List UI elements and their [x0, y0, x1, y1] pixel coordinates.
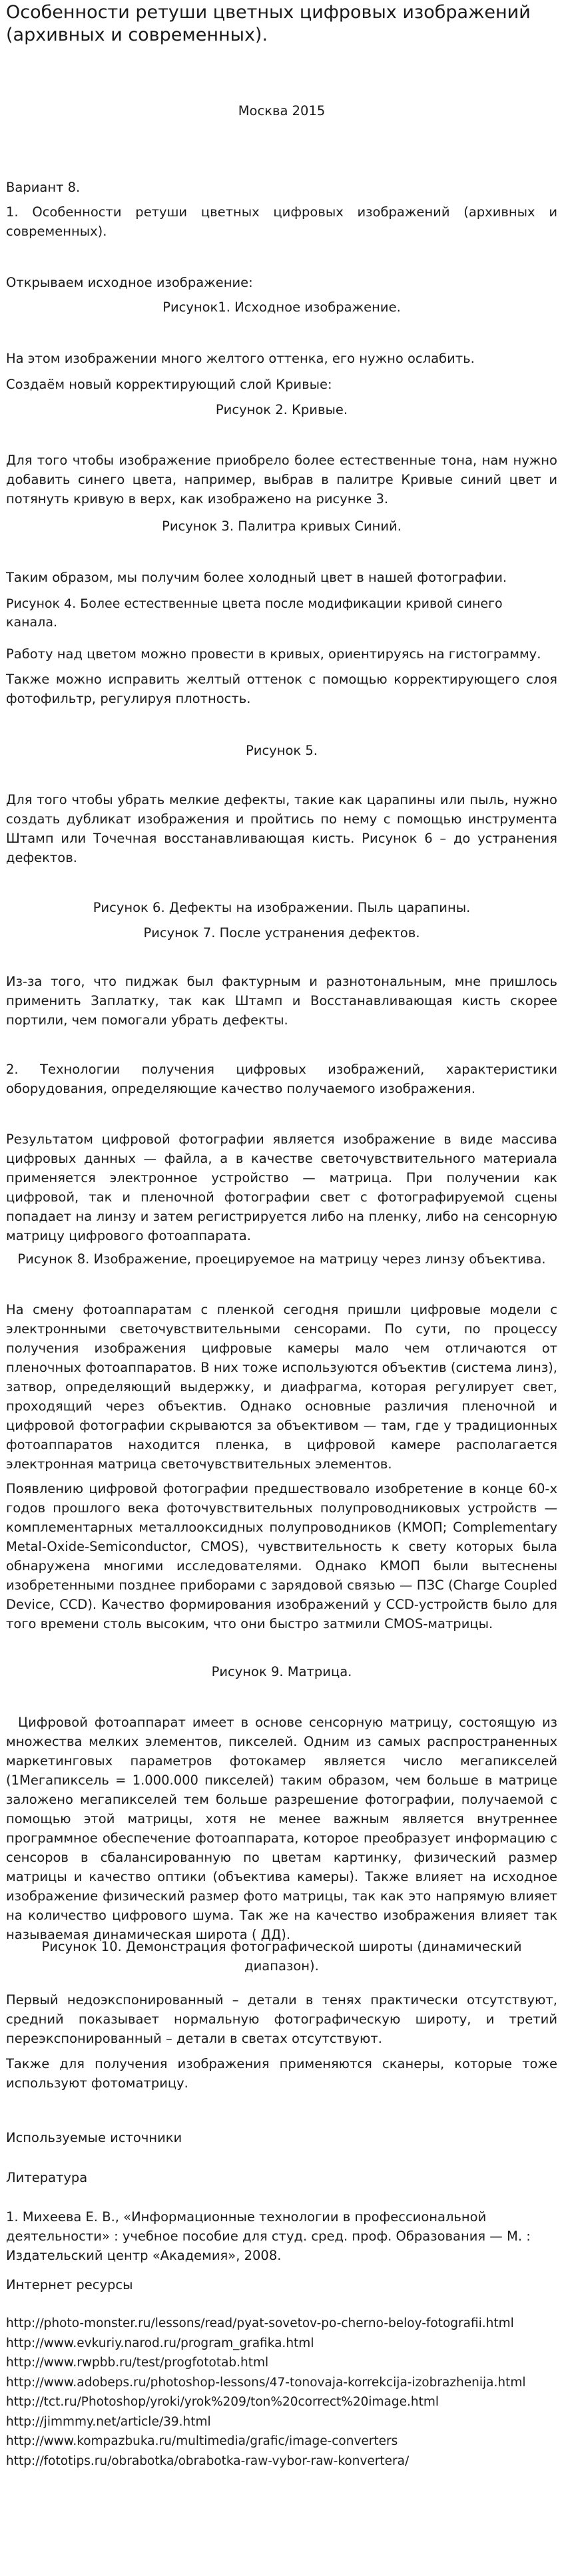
source-link[interactable]: http://www.rwpbb.ru/test/progfototab.html	[6, 2356, 269, 2370]
paragraph-curves-layer: Создаём новый корректирующий слой Кривые:	[6, 377, 332, 392]
figure-3-caption: Рисунок 3. Палитра кривых Синий.	[162, 519, 402, 534]
paragraph-sensor-matrix: Цифровой фотоаппарат имеет в основе сенсорную матрицу, состоящую из множества мелких элементов, пикселей. Одним из самых распространенных маркетинговых параметров фотокамер является число мегапикселей (1Мегапиксель = 1.000.000 пикселей) таким образом, чем больше в матрице заложено мегапикселей тем больше разрешение фотографии, получаемой с помощью этой матрицы, хотя не менее важным является внутреннее программное обеспечение фотоаппарата, которое преобразует информацию с сенсоров в сбалансированную по цветам картинку, физический размер матрицы и качество оптики (объектива камеры). Также влияет на исходное изображение физический размер фото матрицы, так как это напрямую влияет на количество цифрового шума. Так же на качество изображения влияет так называемая динамическая широта ( ДД).	[6, 1715, 557, 1942]
figure-2-caption: Рисунок 2. Кривые.	[215, 402, 348, 417]
paragraph-small-defects: Для того чтобы убрать мелкие дефекты, такие как царапины или пыль, нужно создать дубликат изображения и пройтись по нему с помощью инструмента Штамп или Точечная восстанавливающая кисть. Рисунок 6 – до устранения дефектов.	[6, 792, 557, 865]
variant-label: Вариант 8.	[6, 180, 81, 195]
figure-10-caption: Рисунок 10. Демонстрация фотографической широты (динамический диапазон).	[41, 1939, 522, 1974]
source-link[interactable]: http://fototips.ru/obrabotka/obrabotka-raw-vybor-raw-konvertera/	[6, 2454, 410, 2468]
figure-9-caption: Рисунок 9. Матрица.	[211, 1664, 352, 1679]
paragraph-film-replacement: На смену фотоаппаратам с пленкой сегодня пришли цифровые модели с электронными светочувствительными сенсорами. По сути, по процессу получения изображения цифровые камеры мало чем отличаются от пленочных фотоаппаратов. В них тоже используются объектив (система линз), затвор, определяющий выдержку, и диафрагма, которая регулирует свет, проходящий через объектив. Однако основные различия пленочной и цифровой фотографии скрываются за объективом — там, где у традиционных фотоаппаратов находится пленка, в цифровой камере располагается электронная матрица светочувствительных элементов.	[6, 1302, 557, 1472]
paragraph-exposure-levels: Первый недоэкспонированный – детали в тенях практически отсутствуют, средний показывает нормальную фотографическую широту, и третий переэкспонированный – детали в светах отсутствуют.	[6, 1992, 557, 2046]
paragraph-photo-filter: Также можно исправить желтый оттенок с помощью корректирующего слоя фотофильтр, регулируя плотность.	[6, 672, 557, 706]
source-link[interactable]: http://jimmmy.net/article/39.html	[6, 2414, 211, 2429]
figure-6-caption: Рисунок 6. Дефекты на изображении. Пыль царапины.	[93, 900, 471, 915]
source-link[interactable]: http://photo-monster.ru/lessons/read/pyat-sovetov-po-cherno-beloy-fotografii.html	[6, 2316, 514, 2330]
literature-heading: Литература	[6, 2170, 88, 2185]
figure-5-caption: Рисунок 5.	[246, 743, 318, 758]
paragraph-cmos-ccd-history: Появлению цифровой фотографии предшествовало изобретение в конце 60-х годов прошлого века фоточувствительных полупроводниковых устройств — комплементарных металлооксидных полупроводников (КМОП; Complementary Metal-Oxide-Semiconductor, CMOS), чувствительность к свету которых была обнаружена многими исследователями. Однако КМОП были вытеснены изобретенными позднее приборами с зарядовой связью — ПЗС (Charge Coupled Device, CCD). Качество формирования изображений у CCD-устройств было для того времени столь высоким, что они быстро затмили CMOS-матрицы.	[6, 1481, 557, 1631]
paragraph-histogram: Работу над цветом можно провести в кривых, ориентируясь на гистограмму.	[6, 646, 541, 662]
city-year: Москва 2015	[238, 103, 326, 118]
literature-item: 1. Михеева Е. В., «Информационные технологии в профессиональной деятельности» : учебное пособие для студ. сред. проф. Образования — М. : Издательский центр «Академия», 2008.	[6, 2209, 531, 2263]
figure-4-caption: Рисунок 4. Более естественные цвета после модификации кривой синего канала.	[6, 596, 503, 630]
section-1-heading: 1. Особенности ретуши цветных цифровых изображений (архивных и современных).	[6, 204, 557, 239]
section-2-heading: 2. Технологии получения цифровых изображений, характеристики оборудования, определяющие качество получаемого изображения.	[6, 1062, 557, 1096]
source-link[interactable]: http://www.kompazbuka.ru/multimedia/grafic/image-converters	[6, 2434, 398, 2448]
paragraph-digital-result: Результатом цифровой фотографии является изображение в виде массива цифровых данных — файла, а в качестве светочувствительного материала применяется электронное устройство — матрица. При получении как цифровой, так и пленочной фотографии свет с фотографируемой сцены попадает на линзу и затем регистрируется либо на пленку, либо на сенсорную матрицу цифрового фотоаппарата.	[6, 1132, 557, 1243]
paragraph-natural-tones: Для того чтобы изображение приобрело более естественные тона, нам нужно добавить синего цвета, например, выбрав в палитре Кривые синий цвет и потянуть кривую в верх, как изображено на рисунке 3.	[6, 453, 557, 507]
figure-7-caption: Рисунок 7. После устранения дефектов.	[143, 925, 420, 941]
paragraph-open-image: Открываем исходное изображение:	[6, 275, 253, 290]
sources-heading: Используемые источники	[6, 2130, 182, 2145]
source-link[interactable]: http://www.adobeps.ru/photoshop-lessons/47-tonovaja-korrekcija-izobrazhenija.html	[6, 2375, 526, 2390]
document-title: Особенности ретуши цветных цифровых изображений (архивных и современных).	[6, 2, 531, 45]
figure-1-caption: Рисунок1. Исходное изображение.	[162, 300, 401, 315]
paragraph-patch-tool: Из-за того, что пиджак был фактурным и разнотональным, мне пришлось применить Заплатку, так как Штамп и Восстанавливающая кисть скорее портили, чем помогали убрать дефекты.	[6, 974, 557, 1028]
paragraph-scanners: Также для получения изображения применяются сканеры, которые тоже используют фотоматрицу.	[6, 2056, 557, 2091]
internet-resources-heading: Интернет ресурсы	[6, 2277, 133, 2292]
figure-8-caption: Рисунок 8. Изображение, проецируемое на матрицу через линзу объектива.	[17, 1251, 546, 1267]
paragraph-cold-color: Таким образом, мы получим более холодный цвет в нашей фотографии.	[6, 570, 507, 585]
source-link[interactable]: http://www.evkuriy.narod.ru/program_grafika.html	[6, 2336, 314, 2350]
url-list	[6, 2314, 557, 2471]
paragraph-yellow-tint: На этом изображении много желтого оттенка, его нужно ослабить.	[6, 351, 475, 366]
source-link[interactable]: http://tct.ru/Photoshop/yroki/yrok%209/ton%20correct%20image.html	[6, 2395, 439, 2409]
